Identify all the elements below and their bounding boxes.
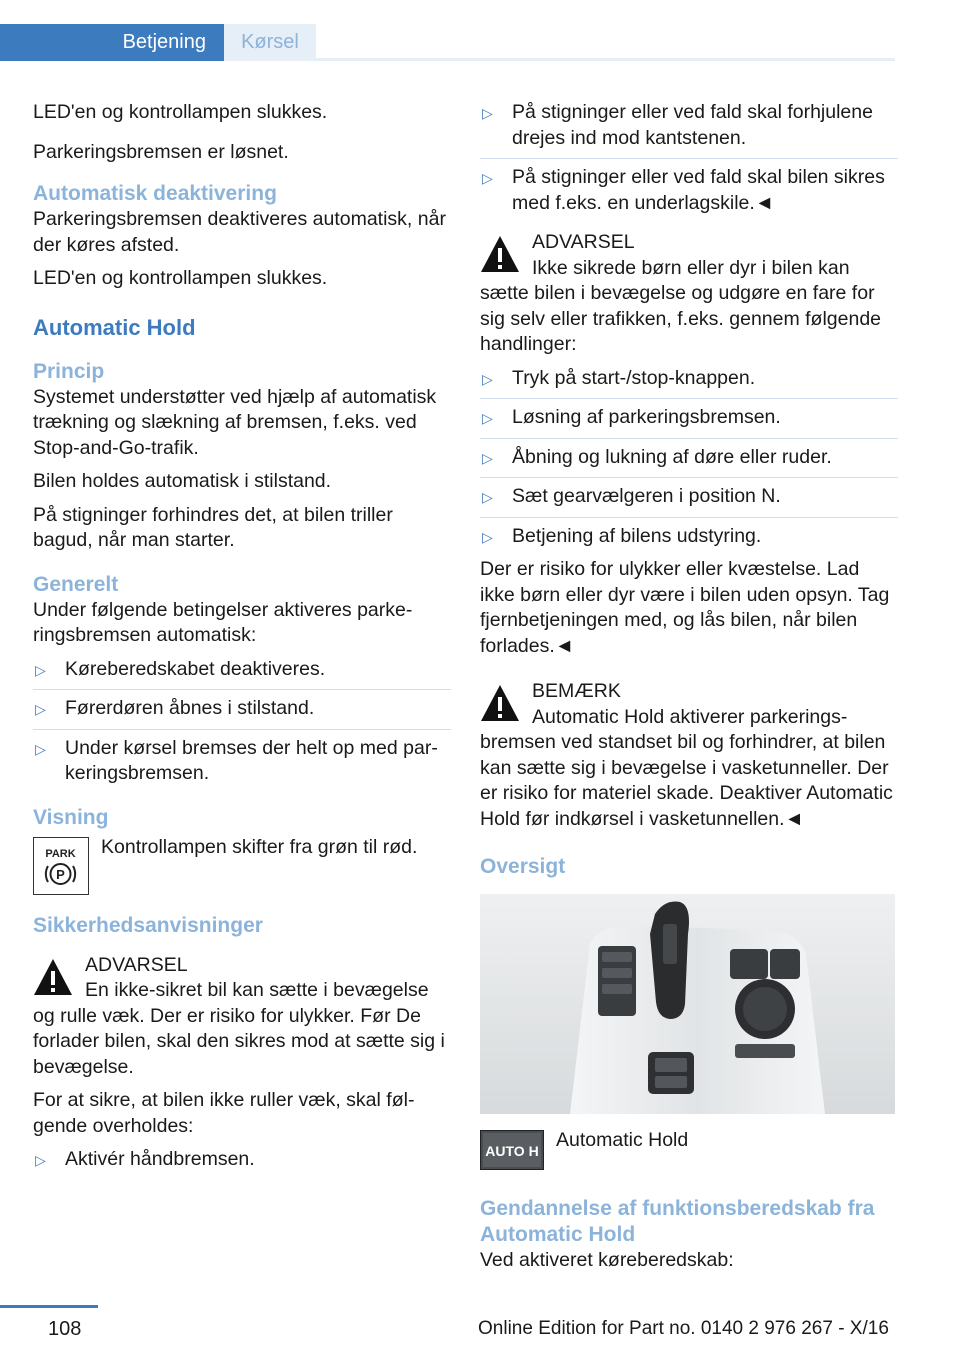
triangle-bullet-icon: ▷	[482, 170, 493, 186]
paragraph: Systemet understøtter ved hjælp af automatisk trækning og slækning af bremsen, f.eks. ved Stop-and-Go-trafik.	[33, 385, 437, 459]
paragraph: Parkeringsbremsen deaktiveres automatisk, når der køres afsted.	[33, 208, 446, 256]
heading-generelt: Generelt	[33, 572, 119, 596]
triangle-bullet-icon: ▷	[482, 449, 493, 466]
heading-princip: Princip	[33, 359, 105, 383]
warning-triangle-icon	[480, 683, 520, 723]
auto-hold-button-icon	[480, 1130, 544, 1170]
triangle-bullet-icon: ▷	[482, 528, 493, 545]
warning-block	[33, 951, 451, 1081]
notice-block	[480, 677, 898, 832]
paragraph: Bilen holdes automatisk i stilstand.	[33, 470, 332, 492]
list-item: ▷ Førerdøren åbnes i stilstand.	[33, 689, 451, 722]
bullet-list	[33, 657, 451, 787]
list-item: ▷ Køreberedskabet deaktiveres.	[33, 657, 451, 683]
triangle-bullet-icon: ▷	[35, 1152, 46, 1168]
heading-sikkerhedsanvisninger: Sikkerhedsanvisninger	[33, 913, 263, 937]
list-item: ▷ Under kørsel bremses der helt op med parkeringsbremsen.	[33, 729, 451, 787]
heading-gendannelse: Gendannelse af funktionsberedskab fra Automatic Hold	[480, 1197, 875, 1246]
footer-divider	[0, 1305, 98, 1308]
park-indicator-row	[33, 837, 451, 895]
paragraph: LED'en og kontrollampen slukkes.	[33, 267, 328, 289]
page-number: 108	[48, 1318, 82, 1340]
list-item: ▷ Tryk på start-/stop-knappen.	[480, 366, 898, 392]
svg-text:AUTO H: AUTO H	[485, 1143, 539, 1159]
heading-visning: Visning	[33, 805, 109, 829]
notice-title: BEMÆRK	[532, 680, 621, 702]
warning-title: ADVARSEL	[532, 231, 635, 253]
list-item: ▷ Sæt gearvælgeren i position N.	[480, 477, 898, 510]
bullet-list	[480, 100, 898, 216]
paragraph: Automatic Hold	[556, 1130, 689, 1151]
warning-title: ADVARSEL	[85, 953, 188, 976]
triangle-bullet-icon: ▷	[482, 489, 493, 505]
paragraph: Der er risiko for ulykker eller kvæstelse. Lad ikke børn eller dyr være i bilen uden opsyn. Tag fjernbetjeningen med, og lås bilen, når bilen forlades.◄	[480, 558, 890, 657]
warning-block	[480, 228, 898, 358]
left-column	[33, 100, 451, 1181]
paragraph: På stigninger forhindres det, at bilen triller bagud, når man starter.	[33, 503, 393, 551]
paragraph: Parkeringsbremsen er løsnet.	[33, 140, 289, 163]
bullet-list	[480, 366, 898, 550]
list-item: ▷ Betjening af bilens udstyring.	[480, 517, 898, 550]
park-brake-icon	[33, 837, 89, 895]
list-item: ▷ På stigninger eller ved fald skal forhjulene drejes ind mod kantstenen.	[482, 101, 873, 149]
paragraph: Under følgende betingelser aktiveres parkeringsbremsen automatisk:	[33, 598, 413, 646]
heading-oversigt: Oversigt	[480, 855, 566, 878]
auto-hold-indicator-row	[480, 1130, 898, 1170]
list-item: ▷ Åbning og lukning af døre eller ruder.	[480, 438, 898, 471]
warning-triangle-icon	[480, 234, 520, 274]
warning-text: Ikke sikrede børn eller dyr i bilen kan sætte bilen i bevægelse og udgøre en fare for sig selv eller trafikken, f.eks. gennem følgende handlinger:	[480, 256, 882, 355]
svg-text:P: P	[56, 866, 65, 882]
center-console-photo	[480, 894, 895, 1114]
list-item: ▷ Løsning af parkeringsbremsen.	[480, 398, 898, 431]
triangle-bullet-icon: ▷	[35, 740, 46, 757]
heading-automatisk-deaktivering: Automatisk deaktivering	[33, 182, 277, 205]
edition-note: Online Edition for Part no. 0140 2 976 267 - X/16	[478, 1318, 889, 1339]
tab-betjening[interactable]: Betjening	[0, 24, 224, 61]
triangle-bullet-icon: ▷	[482, 370, 493, 387]
notice-text: Automatic Hold aktiverer parkeringsbremsen ved standset bil og forhindrer, at bilen kan sætte sig i bevægelse i vasketunneller. Der er risiko for materiel skade. Deaktiver Automatic Hold før indkørsel i vasketunnellen.◄	[480, 705, 893, 830]
paragraph: Kontrollampen skifter fra grøn til rød.	[101, 836, 418, 858]
warning-triangle-icon	[33, 957, 73, 997]
page-header	[0, 0, 960, 64]
triangle-bullet-icon: ▷	[35, 661, 46, 678]
tab-korsel[interactable]: Kørsel	[224, 24, 316, 61]
svg-text:PARK: PARK	[45, 847, 76, 860]
list-item: ▷ På stigninger eller ved fald skal bilen sikres med f.eks. en underlagskile.◄	[480, 158, 898, 216]
triangle-bullet-icon: ▷	[482, 105, 493, 121]
paragraph: For at sikre, at bilen ikke ruller væk, skal følgende overholdes:	[33, 1089, 415, 1137]
list-item: ▷ Aktivér håndbremsen.	[33, 1147, 451, 1173]
triangle-bullet-icon: ▷	[35, 701, 46, 717]
triangle-bullet-icon: ▷	[482, 410, 493, 426]
bullet-list	[33, 1147, 451, 1173]
header-divider	[224, 58, 895, 61]
paragraph: LED'en og kontrollampen slukkes.	[33, 101, 328, 123]
heading-automatic-hold: Automatic Hold	[33, 314, 196, 340]
right-column	[480, 100, 898, 1282]
paragraph: Ved aktiveret køreberedskab:	[480, 1249, 734, 1271]
warning-text: En ikke-sikret bil kan sætte i bevægelse og rulle væk. Der er risiko for ulykker. Før De forlader bilen, skal den sikres mod at sætte sig i bevægelse.	[33, 979, 445, 1078]
